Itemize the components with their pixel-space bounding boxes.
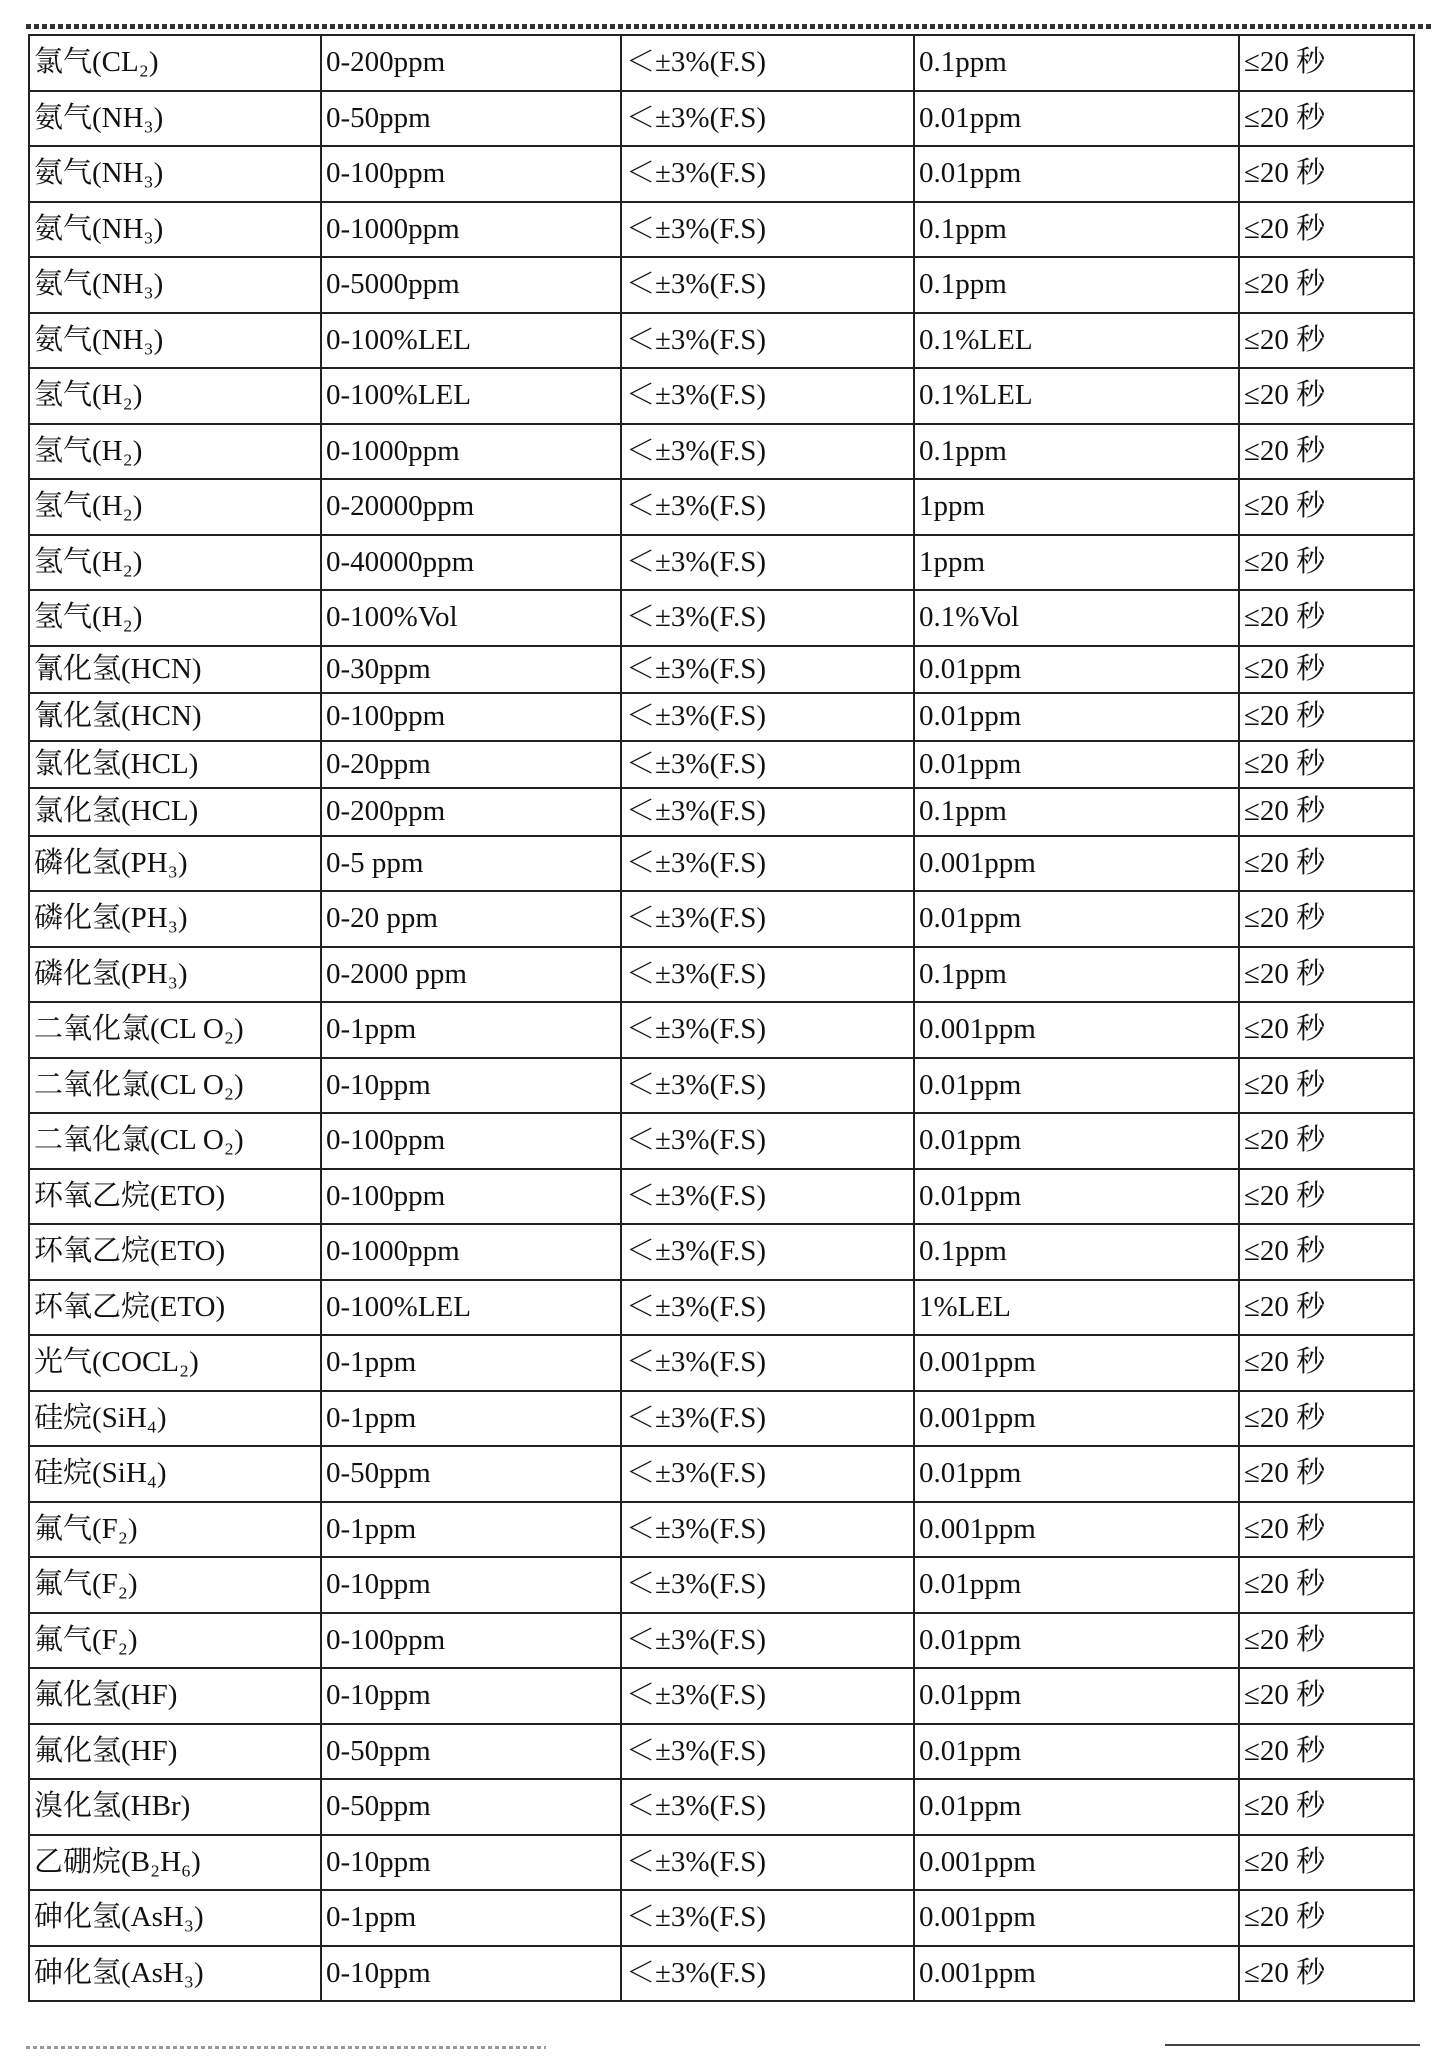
resolution-cell: 0.01ppm (914, 1169, 1239, 1225)
range-cell: 0-200ppm (321, 35, 621, 91)
response-time-cell: ≤20 秒 (1239, 1724, 1414, 1780)
table-row (29, 1335, 1414, 1391)
accuracy-cell: ＜±3%(F.S) (621, 535, 914, 591)
resolution-cell: 0.1ppm (914, 257, 1239, 313)
resolution-cell: 0.001ppm (914, 1890, 1239, 1946)
response-time-cell: ≤20 秒 (1239, 1002, 1414, 1058)
table-row (29, 1446, 1414, 1502)
range-cell: 0-10ppm (321, 1946, 621, 2002)
gas-name-cell: 氨气(NH₃) (29, 257, 321, 313)
accuracy-cell: ＜±3%(F.S) (621, 646, 914, 694)
table-row (29, 891, 1414, 947)
gas-name-cell: 氨气(NH₃) (29, 313, 321, 369)
gas-name-cell: 氟气(F₂) (29, 1557, 321, 1613)
accuracy-cell: ＜±3%(F.S) (621, 1335, 914, 1391)
table-row (29, 146, 1414, 202)
gas-name-cell: 溴化氢(HBr) (29, 1779, 321, 1835)
gas-name-cell: 氨气(NH₃) (29, 202, 321, 258)
table-row (29, 788, 1414, 836)
range-cell: 0-1ppm (321, 1391, 621, 1447)
resolution-cell: 0.01ppm (914, 891, 1239, 947)
resolution-cell: 0.01ppm (914, 1058, 1239, 1114)
range-cell: 0-40000ppm (321, 535, 621, 591)
accuracy-cell: ＜±3%(F.S) (621, 368, 914, 424)
table-row (29, 1890, 1414, 1946)
response-time-cell: ≤20 秒 (1239, 693, 1414, 741)
gas-name-cell: 环氧乙烷(ETO) (29, 1169, 321, 1225)
range-cell: 0-50ppm (321, 1446, 621, 1502)
response-time-cell: ≤20 秒 (1239, 313, 1414, 369)
table-row (29, 1724, 1414, 1780)
range-cell: 0-100ppm (321, 1169, 621, 1225)
resolution-cell: 0.001ppm (914, 836, 1239, 892)
table-row (29, 1946, 1414, 2002)
resolution-cell: 0.1%LEL (914, 368, 1239, 424)
resolution-cell: 1ppm (914, 479, 1239, 535)
range-cell: 0-1000ppm (321, 424, 621, 480)
table-row (29, 947, 1414, 1003)
accuracy-cell: ＜±3%(F.S) (621, 1613, 914, 1669)
range-cell: 0-5000ppm (321, 257, 621, 313)
accuracy-cell: ＜±3%(F.S) (621, 1668, 914, 1724)
table-row (29, 1391, 1414, 1447)
gas-name-cell: 氯化氢(HCL) (29, 788, 321, 836)
gas-name-cell: 氢气(H₂) (29, 590, 321, 646)
accuracy-cell: ＜±3%(F.S) (621, 1391, 914, 1447)
gas-name-cell: 氨气(NH₃) (29, 91, 321, 147)
range-cell: 0-200ppm (321, 788, 621, 836)
gas-name-cell: 氟气(F₂) (29, 1613, 321, 1669)
accuracy-cell: ＜±3%(F.S) (621, 1002, 914, 1058)
response-time-cell: ≤20 秒 (1239, 35, 1414, 91)
accuracy-cell: ＜±3%(F.S) (621, 313, 914, 369)
response-time-cell: ≤20 秒 (1239, 1502, 1414, 1558)
gas-name-cell: 二氧化氯(CL O₂) (29, 1113, 321, 1169)
range-cell: 0-1000ppm (321, 202, 621, 258)
resolution-cell: 0.1%Vol (914, 590, 1239, 646)
table-row (29, 202, 1414, 258)
response-time-cell: ≤20 秒 (1239, 741, 1414, 789)
response-time-cell: ≤20 秒 (1239, 479, 1414, 535)
resolution-cell: 0.01ppm (914, 1668, 1239, 1724)
accuracy-cell: ＜±3%(F.S) (621, 1113, 914, 1169)
range-cell: 0-100ppm (321, 1613, 621, 1669)
resolution-cell: 0.01ppm (914, 1113, 1239, 1169)
resolution-cell: 0.1ppm (914, 35, 1239, 91)
resolution-cell: 0.1ppm (914, 1224, 1239, 1280)
range-cell: 0-50ppm (321, 1724, 621, 1780)
table-row (29, 535, 1414, 591)
accuracy-cell: ＜±3%(F.S) (621, 947, 914, 1003)
gas-name-cell: 硅烷(SiH₄) (29, 1446, 321, 1502)
response-time-cell: ≤20 秒 (1239, 91, 1414, 147)
gas-name-cell: 氰化氢(HCN) (29, 646, 321, 694)
range-cell: 0-100%Vol (321, 590, 621, 646)
table-row (29, 424, 1414, 480)
range-cell: 0-1ppm (321, 1890, 621, 1946)
response-time-cell: ≤20 秒 (1239, 535, 1414, 591)
accuracy-cell: ＜±3%(F.S) (621, 1169, 914, 1225)
table-row (29, 1113, 1414, 1169)
accuracy-cell: ＜±3%(F.S) (621, 1779, 914, 1835)
accuracy-cell: ＜±3%(F.S) (621, 91, 914, 147)
gas-name-cell: 二氧化氯(CL O₂) (29, 1002, 321, 1058)
gas-name-cell: 光气(COCL₂) (29, 1335, 321, 1391)
resolution-cell: 0.001ppm (914, 1335, 1239, 1391)
accuracy-cell: ＜±3%(F.S) (621, 1557, 914, 1613)
range-cell: 0-20ppm (321, 741, 621, 789)
range-cell: 0-30ppm (321, 646, 621, 694)
gas-name-cell: 磷化氢(PH₃) (29, 836, 321, 892)
accuracy-cell: ＜±3%(F.S) (621, 1446, 914, 1502)
range-cell: 0-50ppm (321, 1779, 621, 1835)
gas-name-cell: 氟化氢(HF) (29, 1668, 321, 1724)
resolution-cell: 0.01ppm (914, 1446, 1239, 1502)
accuracy-cell: ＜±3%(F.S) (621, 479, 914, 535)
table-row (29, 35, 1414, 91)
gas-spec-table (28, 34, 1415, 2002)
accuracy-cell: ＜±3%(F.S) (621, 788, 914, 836)
response-time-cell: ≤20 秒 (1239, 368, 1414, 424)
resolution-cell: 0.01ppm (914, 91, 1239, 147)
table-row (29, 1557, 1414, 1613)
bottom-left-rule (26, 2046, 546, 2049)
table-row (29, 1668, 1414, 1724)
accuracy-cell: ＜±3%(F.S) (621, 590, 914, 646)
table-row (29, 836, 1414, 892)
range-cell: 0-100ppm (321, 146, 621, 202)
accuracy-cell: ＜±3%(F.S) (621, 836, 914, 892)
gas-name-cell: 砷化氢(AsH₃) (29, 1890, 321, 1946)
table-row (29, 1835, 1414, 1891)
range-cell: 0-100ppm (321, 693, 621, 741)
response-time-cell: ≤20 秒 (1239, 788, 1414, 836)
range-cell: 0-1000ppm (321, 1224, 621, 1280)
accuracy-cell: ＜±3%(F.S) (621, 1058, 914, 1114)
response-time-cell: ≤20 秒 (1239, 1391, 1414, 1447)
resolution-cell: 1%LEL (914, 1280, 1239, 1336)
table-row (29, 646, 1414, 694)
response-time-cell: ≤20 秒 (1239, 590, 1414, 646)
table-row (29, 91, 1414, 147)
range-cell: 0-20000ppm (321, 479, 621, 535)
range-cell: 0-10ppm (321, 1557, 621, 1613)
response-time-cell: ≤20 秒 (1239, 1946, 1414, 2002)
table-row (29, 1058, 1414, 1114)
gas-name-cell: 氢气(H₂) (29, 424, 321, 480)
response-time-cell: ≤20 秒 (1239, 257, 1414, 313)
resolution-cell: 0.01ppm (914, 146, 1239, 202)
gas-name-cell: 氰化氢(HCN) (29, 693, 321, 741)
range-cell: 0-1ppm (321, 1002, 621, 1058)
table-row (29, 313, 1414, 369)
range-cell: 0-1ppm (321, 1502, 621, 1558)
range-cell: 0-100ppm (321, 1113, 621, 1169)
gas-name-cell: 氯气(CL₂) (29, 35, 321, 91)
gas-name-cell: 磷化氢(PH₃) (29, 947, 321, 1003)
gas-name-cell: 氯化氢(HCL) (29, 741, 321, 789)
table-row (29, 1502, 1414, 1558)
gas-name-cell: 氢气(H₂) (29, 535, 321, 591)
table-row (29, 1002, 1414, 1058)
range-cell: 0-20 ppm (321, 891, 621, 947)
response-time-cell: ≤20 秒 (1239, 1779, 1414, 1835)
range-cell: 0-100%LEL (321, 1280, 621, 1336)
resolution-cell: 0.01ppm (914, 741, 1239, 789)
table-row (29, 1224, 1414, 1280)
response-time-cell: ≤20 秒 (1239, 1058, 1414, 1114)
resolution-cell: 0.01ppm (914, 646, 1239, 694)
gas-name-cell: 氟气(F₂) (29, 1502, 321, 1558)
accuracy-cell: ＜±3%(F.S) (621, 693, 914, 741)
accuracy-cell: ＜±3%(F.S) (621, 202, 914, 258)
range-cell: 0-100%LEL (321, 313, 621, 369)
accuracy-cell: ＜±3%(F.S) (621, 1280, 914, 1336)
response-time-cell: ≤20 秒 (1239, 1224, 1414, 1280)
accuracy-cell: ＜±3%(F.S) (621, 1724, 914, 1780)
range-cell: 0-50ppm (321, 91, 621, 147)
table-row (29, 368, 1414, 424)
resolution-cell: 0.001ppm (914, 1502, 1239, 1558)
range-cell: 0-1ppm (321, 1335, 621, 1391)
table-row (29, 1280, 1414, 1336)
resolution-cell: 0.001ppm (914, 1946, 1239, 2002)
gas-spec-table-container (28, 34, 1413, 2002)
gas-name-cell: 二氧化氯(CL O₂) (29, 1058, 321, 1114)
accuracy-cell: ＜±3%(F.S) (621, 257, 914, 313)
response-time-cell: ≤20 秒 (1239, 202, 1414, 258)
response-time-cell: ≤20 秒 (1239, 1613, 1414, 1669)
range-cell: 0-10ppm (321, 1058, 621, 1114)
table-row (29, 741, 1414, 789)
range-cell: 0-5 ppm (321, 836, 621, 892)
response-time-cell: ≤20 秒 (1239, 1169, 1414, 1225)
accuracy-cell: ＜±3%(F.S) (621, 35, 914, 91)
response-time-cell: ≤20 秒 (1239, 1890, 1414, 1946)
resolution-cell: 0.1%LEL (914, 313, 1239, 369)
accuracy-cell: ＜±3%(F.S) (621, 1502, 914, 1558)
gas-name-cell: 硅烷(SiH₄) (29, 1391, 321, 1447)
gas-name-cell: 砷化氢(AsH₃) (29, 1946, 321, 2002)
gas-name-cell: 环氧乙烷(ETO) (29, 1280, 321, 1336)
resolution-cell: 0.01ppm (914, 1613, 1239, 1669)
range-cell: 0-2000 ppm (321, 947, 621, 1003)
response-time-cell: ≤20 秒 (1239, 836, 1414, 892)
response-time-cell: ≤20 秒 (1239, 1557, 1414, 1613)
resolution-cell: 0.1ppm (914, 202, 1239, 258)
range-cell: 0-10ppm (321, 1835, 621, 1891)
gas-name-cell: 乙硼烷(B₂H₆) (29, 1835, 321, 1891)
gas-name-cell: 氢气(H₂) (29, 368, 321, 424)
table-row (29, 1779, 1414, 1835)
table-row (29, 1169, 1414, 1225)
table-row (29, 479, 1414, 535)
gas-spec-table-body (29, 35, 1414, 2001)
response-time-cell: ≤20 秒 (1239, 1446, 1414, 1502)
accuracy-cell: ＜±3%(F.S) (621, 741, 914, 789)
response-time-cell: ≤20 秒 (1239, 424, 1414, 480)
gas-name-cell: 氟化氢(HF) (29, 1724, 321, 1780)
resolution-cell: 1ppm (914, 535, 1239, 591)
table-row (29, 693, 1414, 741)
response-time-cell: ≤20 秒 (1239, 1335, 1414, 1391)
accuracy-cell: ＜±3%(F.S) (621, 1835, 914, 1891)
gas-name-cell: 氨气(NH₃) (29, 146, 321, 202)
gas-name-cell: 氢气(H₂) (29, 479, 321, 535)
table-row (29, 257, 1414, 313)
response-time-cell: ≤20 秒 (1239, 646, 1414, 694)
accuracy-cell: ＜±3%(F.S) (621, 146, 914, 202)
gas-name-cell: 磷化氢(PH₃) (29, 891, 321, 947)
resolution-cell: 0.01ppm (914, 1779, 1239, 1835)
response-time-cell: ≤20 秒 (1239, 1835, 1414, 1891)
accuracy-cell: ＜±3%(F.S) (621, 1890, 914, 1946)
table-row (29, 1613, 1414, 1669)
accuracy-cell: ＜±3%(F.S) (621, 1224, 914, 1280)
resolution-cell: 0.1ppm (914, 424, 1239, 480)
resolution-cell: 0.01ppm (914, 1724, 1239, 1780)
response-time-cell: ≤20 秒 (1239, 1113, 1414, 1169)
top-dashed-rule (26, 24, 1434, 29)
resolution-cell: 0.001ppm (914, 1002, 1239, 1058)
resolution-cell: 0.1ppm (914, 788, 1239, 836)
resolution-cell: 0.1ppm (914, 947, 1239, 1003)
accuracy-cell: ＜±3%(F.S) (621, 891, 914, 947)
response-time-cell: ≤20 秒 (1239, 1280, 1414, 1336)
accuracy-cell: ＜±3%(F.S) (621, 424, 914, 480)
table-row (29, 590, 1414, 646)
response-time-cell: ≤20 秒 (1239, 1668, 1414, 1724)
resolution-cell: 0.001ppm (914, 1391, 1239, 1447)
resolution-cell: 0.01ppm (914, 693, 1239, 741)
range-cell: 0-10ppm (321, 1668, 621, 1724)
range-cell: 0-100%LEL (321, 368, 621, 424)
response-time-cell: ≤20 秒 (1239, 146, 1414, 202)
bottom-right-rule (1165, 2044, 1420, 2046)
response-time-cell: ≤20 秒 (1239, 891, 1414, 947)
resolution-cell: 0.01ppm (914, 1557, 1239, 1613)
gas-name-cell: 环氧乙烷(ETO) (29, 1224, 321, 1280)
resolution-cell: 0.001ppm (914, 1835, 1239, 1891)
accuracy-cell: ＜±3%(F.S) (621, 1946, 914, 2002)
response-time-cell: ≤20 秒 (1239, 947, 1414, 1003)
